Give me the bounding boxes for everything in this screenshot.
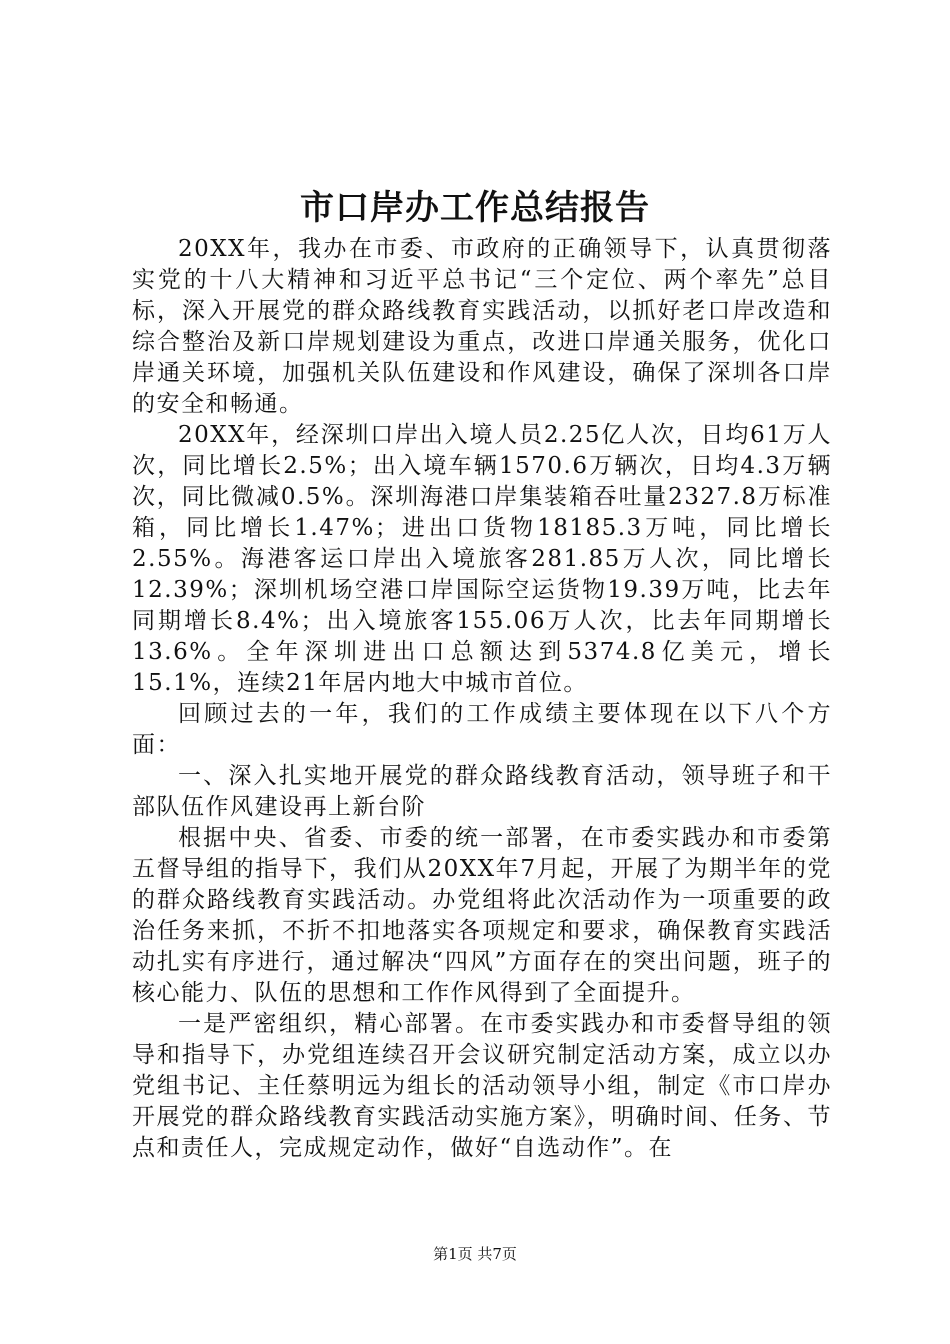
paragraph-intro: 20XX年，我办在市委、市政府的正确领导下，认真贯彻落实党的十八大精神和习近平总书记“三个定位、两个率先”总目标，深入开展党的群众路线教育实践活动，以抓好老口岸改造和综合整治及新口岸规划建设为重点，改进口岸通关服务，优化口岸通关环境，加强机关队伍建设和作风建设，确保了深圳各口岸的安全和畅通。	[132, 236, 832, 417]
paragraph-review: 回顾过去的一年，我们的工作成绩主要体现在以下八个方面：	[132, 701, 832, 758]
paragraph-organization: 一是严密组织，精心部署。在市委实践办和市委督导组的领导和指导下，办党组连续召开会议研究制定活动方案，成立以办党组书记、主任蔡明远为组长的活动领导小组，制定《市口岸办开展党的群众路线教育实践活动实施方案》，明确时间、任务、节点和责任人，完成规定动作，做好“自选动作”。在	[132, 1011, 832, 1161]
paragraph-section-1: 根据中央、省委、市委的统一部署，在市委实践办和市委第五督导组的指导下，我们从20XX年7月起，开展了为期半年的党的群众路线教育实践活动。办党组将此次活动作为一项重要的政治任务来抓，不折不扣地落实各项规定和要求，确保教育实践活动扎实有序进行，通过解决“四风”方面存在的突出问题，班子的核心能力、队伍的思想和工作作风得到了全面提升。	[132, 825, 832, 1006]
document-body	[132, 234, 832, 1164]
paragraph-statistics: 20XX年，经深圳口岸出入境人员2.25亿人次，日均61万人次，同比增长2.5%；出入境车辆1570.6万辆次，日均4.3万辆次，同比微减0.5%。深圳海港口岸集装箱吞吐量2327.8万标准箱，同比增长1.47%；进出口货物18185.3万吨，同比增长2.55%。海港客运口岸出入境旅客281.85万人次，同比增长12.39%；深圳机场空港口岸国际空运货物19.39万吨，比去年同期增长8.4%；出入境旅客155.06万人次，比去年同期增长13.6%。全年深圳进出口总额达到5374.8亿美元，增长15.1%，连续21年居内地大中城市首位。	[132, 422, 832, 696]
page-number-footer: 第1页 共7页	[433, 1245, 517, 1263]
section-heading-1: 一、深入扎实地开展党的群众路线教育活动，领导班子和干部队伍作风建设再上新台阶	[132, 763, 832, 820]
document-title: 市口岸办工作总结报告	[300, 188, 650, 228]
